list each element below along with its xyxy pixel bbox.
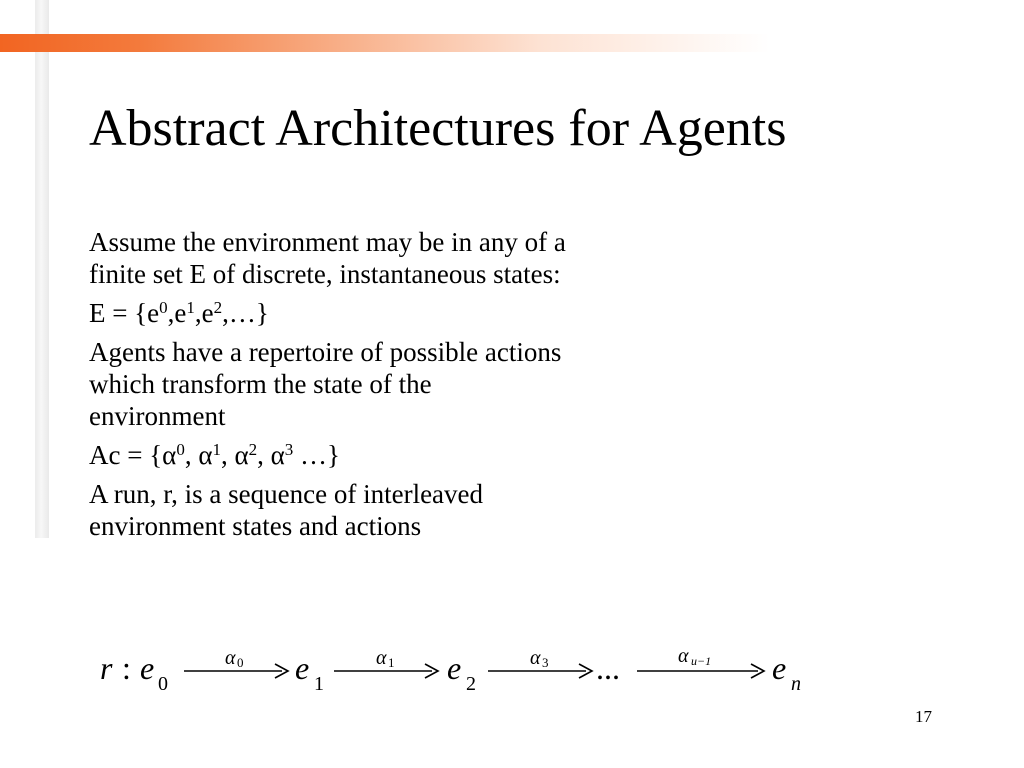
formula-e: e: [140, 650, 155, 686]
formula-subscript: 2: [466, 673, 476, 695]
formula-colon: :: [122, 650, 131, 686]
formula-e: e: [295, 650, 310, 686]
superscript: 2: [213, 298, 223, 317]
formula-subscript: n: [791, 673, 801, 695]
text-line: which transform the state of the: [89, 369, 432, 399]
formula-subscript: u−1: [691, 654, 712, 668]
formula-alpha: α: [530, 647, 541, 669]
set-text: …}: [293, 440, 341, 470]
text-line: Agents have a repertoire of possible actions: [89, 337, 562, 367]
formula-e: e: [447, 650, 462, 686]
formula-subscript: 0: [237, 655, 244, 670]
formula-subscript: 0: [158, 673, 168, 695]
superscript: 1: [186, 298, 195, 317]
slide-title: Abstract Architectures for Agents: [89, 100, 787, 157]
set-text: , α: [184, 440, 213, 470]
decorative-accent-stripe: [0, 34, 770, 52]
superscript: 1: [212, 440, 221, 459]
paragraph-agent-actions: [89, 336, 729, 432]
superscript: 2: [248, 440, 258, 459]
run-formula: [100, 636, 820, 706]
text-line: environment: [89, 401, 226, 431]
set-text: Ac = {α: [89, 440, 177, 470]
set-e-definition: [89, 297, 729, 329]
set-text: , α: [220, 440, 249, 470]
formula-alpha: α: [376, 647, 387, 669]
set-text: ,e: [194, 298, 214, 328]
text-line: finite set E of discrete, instantaneous states:: [89, 259, 561, 289]
superscript: 0: [159, 298, 168, 317]
slide-body: [89, 226, 729, 549]
formula-alpha: α: [678, 645, 689, 667]
paragraph-environment-states: [89, 226, 729, 290]
set-ac-definition: [89, 439, 729, 471]
superscript: 3: [284, 440, 294, 459]
formula-subscript: 1: [388, 655, 395, 670]
formula-subscript: 3: [542, 655, 549, 670]
set-text: ,e: [167, 298, 187, 328]
set-text: , α: [257, 440, 285, 470]
decorative-side-bar: [35, 0, 49, 538]
text-line: Assume the environment may be in any of a: [89, 227, 566, 257]
formula-subscript: 1: [314, 673, 324, 695]
formula-e: e: [772, 650, 787, 686]
paragraph-run-definition: [89, 478, 729, 542]
text-line: environment states and actions: [89, 511, 422, 541]
page-number: 17: [915, 707, 932, 726]
formula-r: r: [100, 650, 113, 686]
superscript: 0: [176, 440, 185, 459]
formula-ellipsis: ...: [596, 650, 620, 686]
set-text: ,…}: [222, 298, 269, 328]
formula-alpha: α: [225, 647, 236, 669]
set-text: E = {e: [89, 298, 160, 328]
text-line: A run, r, is a sequence of interleaved: [89, 479, 484, 509]
